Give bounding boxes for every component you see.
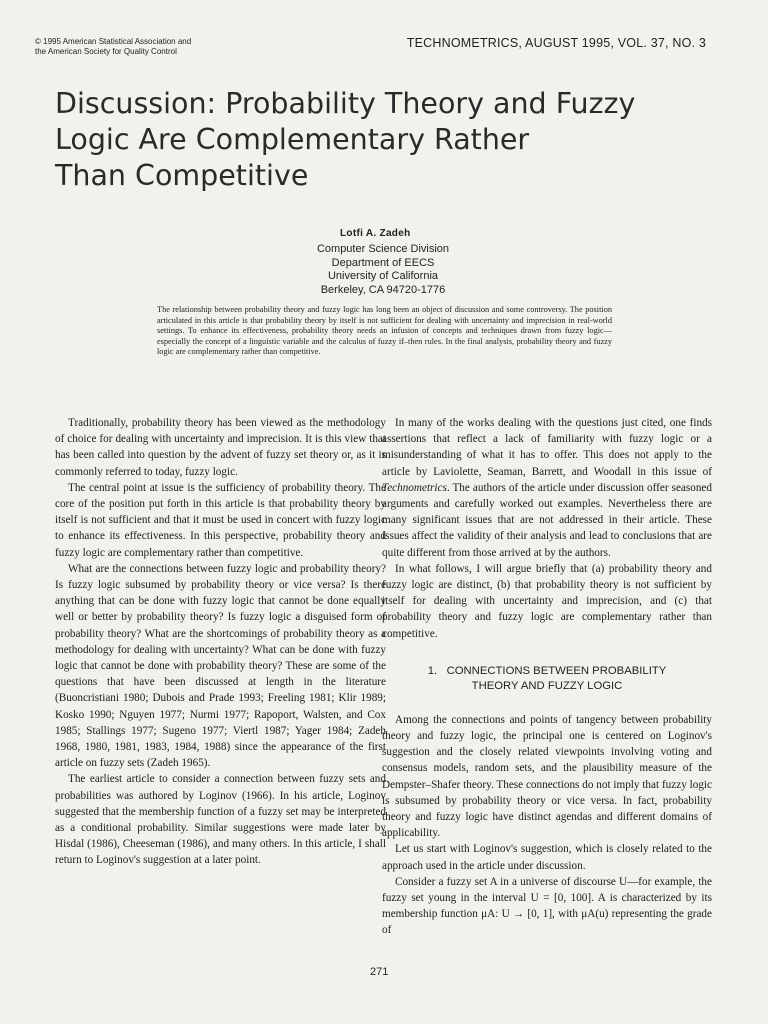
page-number: 271	[370, 966, 389, 978]
paragraph-text: . The authors of the article under discussion offer seasoned arguments and carefully worked out examples. Nevertheless there are many significant issues that are not addressed in their article. These issues affect the validity of their analysis and lead to conclusions that are quite different from those arrived at by the authors.	[382, 481, 712, 559]
section-heading	[382, 664, 712, 694]
affiliation-line: Department of EECS	[331, 256, 435, 269]
affiliation	[298, 243, 468, 297]
right-column	[382, 415, 712, 939]
title-line: Logic Are Complementary Rather	[55, 123, 530, 156]
body-paragraph: The central point at issue is the sufficiency of probability theory. The core of the position put forth in this article is that probability theory by itself is not sufficient and that it must be used in concert with fuzzy logic to enhance its effectiveness. In this perspective, probability theory and fuzzy logic are complementary rather than competitive.	[55, 481, 386, 559]
section-heading-line: THEORY AND FUZZY LOGIC	[471, 679, 623, 692]
affiliation-line: University of California	[327, 270, 439, 282]
paragraph-text: In many of the works dealing with the questions just cited, one finds assertions that reflect a lack of familiarity with fuzzy logic or a misunderstanding of what it has to offer. This does not apply to the article by Laviolette, Seaman, Barrett, and Woodall in this issue of	[382, 417, 712, 478]
journal-name: Technometrics	[382, 481, 447, 494]
affiliation-line: Berkeley, CA 94720-1776	[320, 283, 446, 296]
section-heading-line: 1. CONNECTIONS BETWEEN PROBABILITY	[427, 664, 667, 677]
journal-header: TECHNOMETRICS, AUGUST 1995, VOL. 37, NO. 3	[406, 36, 706, 50]
copyright-line: the American Society for Quality Control	[35, 47, 177, 56]
title-line: Discussion: Probability Theory and Fuzzy	[55, 87, 636, 120]
body-paragraph: What are the connections between fuzzy logic and probability theory? Is fuzzy logic subsumed by probability theory or vice versa? Is there anything that can be done with fuzzy logic that cannot be done equally well or better by probability theory? Is fuzzy logic a disguised form of probability theory? What are the shortcomings of probability theory as a methodology for dealing with uncertainty? What can be done with fuzzy logic that cannot be done with probability theory? These are some of the questions that have been discussed at length in the literature (Buoncristiani 1980; Dubois and Prade 1993; Freeling 1981; Klir 1989; Kosko 1990; Nguyen 1977; Nurmi 1977; Rapoport, Walsten, and Cox 1985; Stallings 1977; Sugeno 1977; Viertl 1987; Yager 1984; Zadeh 1968, 1980, 1981, 1983, 1984, 1988) since the appearance of the first article on fuzzy sets (Zadeh 1965).	[55, 562, 386, 770]
body-paragraph	[382, 415, 712, 561]
body-paragraph: Let us start with Loginov's suggestion, which is closely related to the approach used in the article under discussion.	[382, 843, 712, 872]
affiliation-line: Computer Science Division	[316, 243, 450, 255]
body-paragraph: Traditionally, probability theory has been viewed as the methodology of choice for dealing with uncertainty and imprecision. It is this view that has been called into question by the advent of fuzzy set theory or, as it is commonly referred to today, fuzzy logic.	[55, 417, 386, 478]
article-title	[55, 86, 695, 194]
author-name: Lotfi A. Zadeh	[340, 228, 411, 239]
body-paragraph: Among the connections and points of tangency between probability theory and fuzzy logic, the principal one is centered on Loginov's suggestion and the closely related viewpoints involving voting and consensus models, random sets, and the plausibility measure of the Dempster–Shafer theory. These connections do not imply that fuzzy logic is subsumed by probability theory or vice versa. In fact, probability theory and fuzzy logic have distinct agendas and different domains of applicability.	[382, 713, 712, 840]
body-paragraph: In what follows, I will argue briefly that (a) probability theory and fuzzy logic are distinct, (b) that probability theory is not sufficient by itself for dealing with uncertainty and imprecision, and (c) that probability theory and fuzzy logic are complementary rather than competitive.	[382, 562, 712, 640]
body-paragraph: Consider a fuzzy set A in a universe of discourse U—for example, the fuzzy set young in the interval U = [0, 100]. A is characterized by its membership function μA: U → [0, 1], with μA(u) representing the grade of	[382, 875, 712, 937]
copyright-notice	[35, 37, 285, 57]
copyright-line: © 1995 American Statistical Association and	[35, 37, 192, 46]
abstract: The relationship between probability theory and fuzzy logic has long been an object of discussion and some controversy. The position articulated in this article is that probability theory by itself is not sufficient for dealing with uncertainty and imprecision in real-world settings. To enhance its effectiveness, probability theory needs an infusion of concepts and techniques drawn from fuzzy logic—especially the concept of a linguistic variable and the calculus of fuzzy if–then rules. In the final analysis, probability theory and fuzzy logic are complementary rather than competitive.	[157, 305, 612, 357]
left-column	[55, 415, 386, 869]
body-paragraph: The earliest article to consider a connection between fuzzy sets and probabilities was authored by Loginov (1966). In his article, Loginov suggested that the membership function of a fuzzy set may be interpreted as a conditional probability. Similar suggestions were made later by Hisdal (1986), Cheeseman (1986), and many others. In this article, I shall return to Loginov's suggestion at a later point.	[55, 773, 386, 867]
title-line: Than Competitive	[55, 159, 309, 192]
